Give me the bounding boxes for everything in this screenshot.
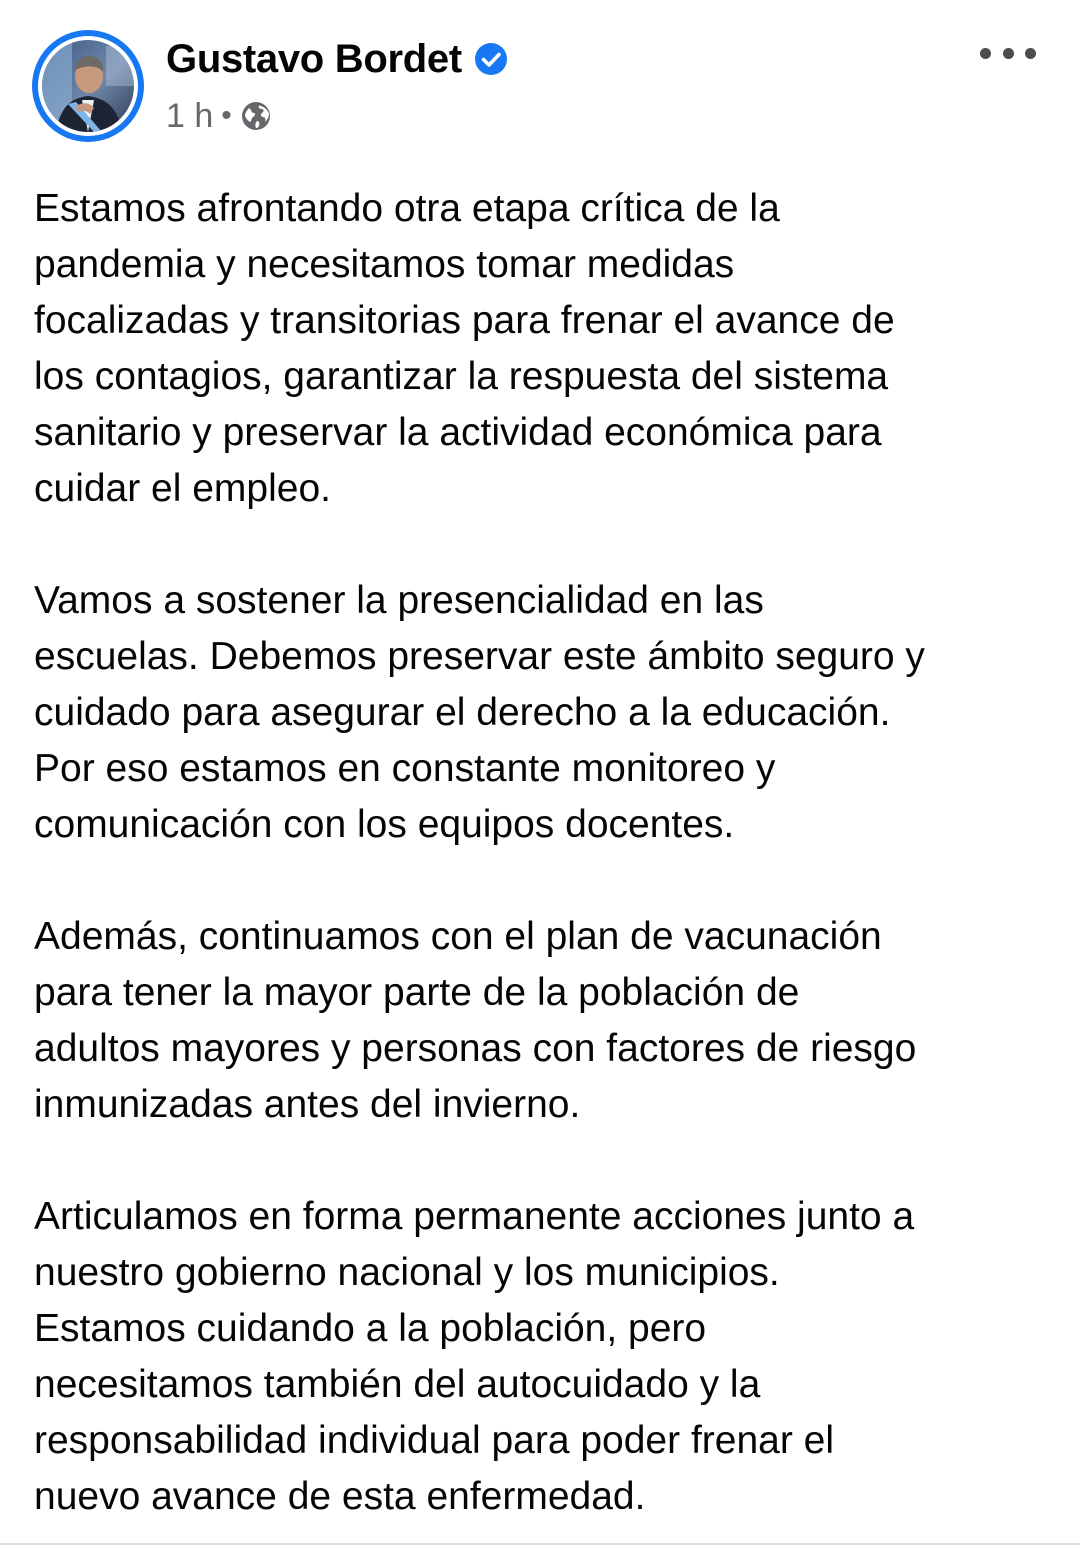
text-line: cuidar el empleo.: [34, 467, 331, 510]
post-meta: [166, 96, 272, 136]
post-body: [34, 181, 1054, 1525]
text-line: cuidado para asegurar el derecho a la educación.: [34, 691, 891, 734]
author-row: [166, 34, 508, 84]
verified-badge-icon: [474, 42, 508, 76]
text-line: para tener la mayor parte de la población de: [34, 971, 800, 1014]
author-name[interactable]: Gustavo Bordet: [166, 36, 462, 81]
post-paragraph: [34, 573, 1054, 853]
text-line: responsabilidad individual para poder frenar el: [34, 1419, 835, 1462]
post-timestamp[interactable]: 1 h: [166, 96, 214, 135]
post-paragraph: [34, 909, 1054, 1133]
text-line: pandemia y necesitamos tomar medidas: [34, 243, 735, 286]
text-line: Estamos afrontando otra etapa crítica de la: [34, 187, 780, 230]
text-line: Articulamos en forma permanente acciones junto a: [34, 1195, 915, 1238]
text-line: sanitario y preservar la actividad económica para: [34, 411, 882, 454]
post-paragraph: [34, 181, 1054, 517]
avatar-photo-icon: [42, 40, 134, 132]
avatar-image-frame: [38, 36, 138, 136]
text-line: necesitamos también del autocuidado y la: [34, 1363, 761, 1406]
more-dot: [980, 48, 991, 59]
post-paragraph: [34, 1189, 1054, 1525]
avatar[interactable]: [32, 30, 144, 142]
text-line: escuelas. Debemos preservar este ámbito seguro y: [34, 635, 925, 678]
text-line: Además, continuamos con el plan de vacunación: [34, 915, 882, 958]
text-line: nuestro gobierno nacional y los municipios.: [34, 1251, 780, 1294]
text-line: adultos mayores y personas con factores de riesgo: [34, 1027, 917, 1070]
text-line: Por eso estamos en constante monitoreo y: [34, 747, 776, 790]
text-line: Vamos a sostener la presencialidad en las: [34, 579, 764, 622]
text-line: Estamos cuidando a la población, pero: [34, 1307, 707, 1350]
post-header: [0, 0, 1080, 160]
meta-separator: •: [221, 99, 232, 132]
text-line: focalizadas y transitorias para frenar el avance de: [34, 299, 895, 342]
text-line: comunicación con los equipos docentes.: [34, 803, 735, 846]
text-line: los contagios, garantizar la respuesta del sistema: [34, 355, 889, 398]
more-dot: [1003, 48, 1014, 59]
more-dot: [1025, 48, 1036, 59]
globe-icon[interactable]: [240, 100, 272, 132]
divider: [0, 1543, 1080, 1545]
text-line: nuevo avance de esta enfermedad.: [34, 1475, 646, 1518]
text-line: inmunizadas antes del invierno.: [34, 1083, 581, 1126]
more-options-icon[interactable]: [980, 36, 1036, 70]
